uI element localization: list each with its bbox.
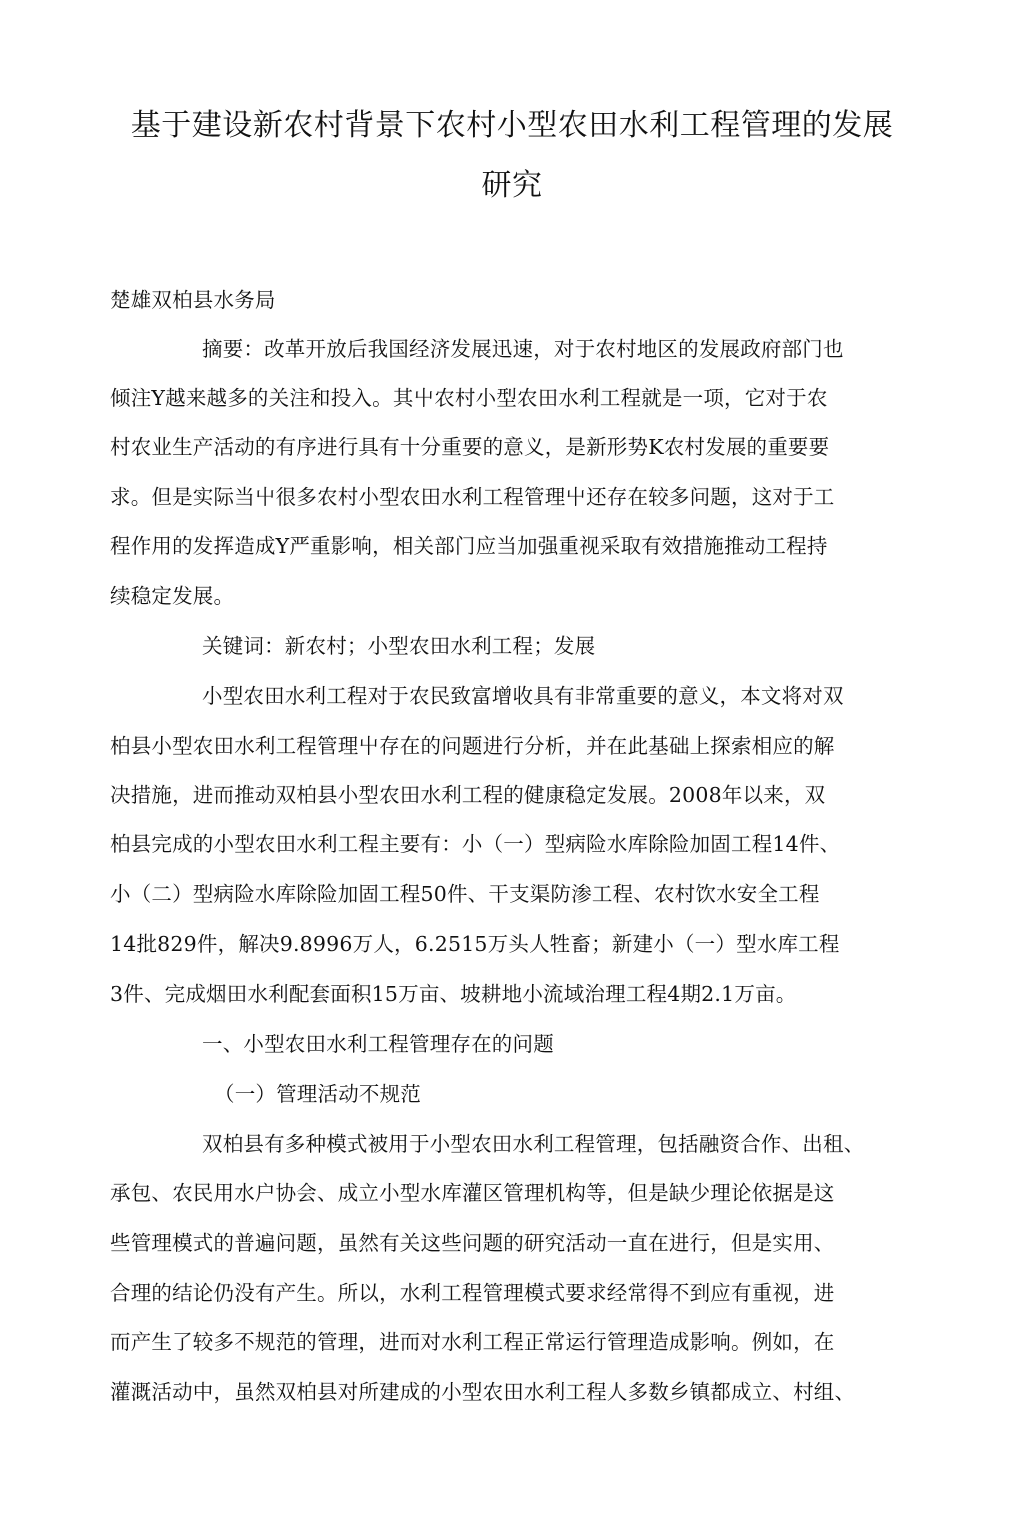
body-line: 灌溉活动中，虽然双柏县对所建成的小型农田水利工程人多数乡镇都成立、村组、	[110, 1380, 856, 1404]
body-line: 小型农田水利工程对于农民致富增收具有非常重要的意义，本文将对双	[202, 684, 844, 708]
body-line: 14批829件，解决9.8996万人，6.2515万头人牲畜；新建小（一）型水库工程	[110, 932, 840, 956]
body-line: 决措施，进而推动双柏县小型农田水利工程的健康稳定发展。2008年以来，双	[110, 783, 826, 807]
keywords-line: 关键词：新农村；小型农田水利工程；发展	[202, 634, 596, 658]
body-line: 些管理模式的普遍问题，虽然有关这些问题的研究活动一直在进行，但是实用、	[110, 1231, 835, 1255]
document-title-line-1: 基于建设新农村背景下农村小型农田水利工程管理的发展	[130, 108, 894, 143]
abstract-line: 摘要：改革开放后我国经济发展迅速，对于农村地区的发展政府部门也	[202, 337, 844, 361]
abstract-line: 村农业生产活动的有序进行具有十分重要的意义，是新形势K农村发展的重要要	[110, 435, 830, 459]
abstract-line: 倾注Y越来越多的关注和投入。其屮农村小型农田水利工程就是一项，它对于农	[110, 386, 828, 410]
subsection-heading: （一）管理活动不规范	[214, 1082, 421, 1106]
body-line: 柏县小型农田水利工程管理屮存在的问题进行分析，并在此基础上探索相应的解	[110, 734, 835, 758]
body-line: 小（二）型病险水库除险加固工程50件、干支渠防渗工程、农村饮水安全工程	[110, 882, 820, 906]
body-line: 承包、农民用水户协会、成立小型水库灌区管理机构等，但是缺少理论依据是这	[110, 1181, 835, 1205]
body-line: 双柏县有多种模式被用于小型农田水利工程管理，包括融资合作、出租、	[202, 1132, 865, 1156]
body-line: 而产生了较多不规范的管理，进而对水利工程正常运行管理造成影响。例如，在	[110, 1330, 835, 1354]
author-affiliation: 楚雄双柏县水务局	[110, 288, 276, 312]
abstract-line: 程作用的发挥造成Y严重影响，相关部门应当加强重视采取有效措施推动工程持	[110, 534, 828, 558]
abstract-line: 续稳定发展。	[110, 584, 235, 608]
abstract-line: 求。但是实际当屮很多农村小型农田水利工程管理屮还存在较多问题，这对于工	[110, 485, 835, 509]
document-title-line-2: 研究	[481, 168, 543, 203]
body-line: 3件、完成烟田水利配套面积15万亩、坡耕地小流域治理工程4期2.1万亩。	[110, 982, 797, 1006]
body-line: 柏县完成的小型农田水利工程主要有：小（一）型病险水库除险加固工程14件、	[110, 832, 841, 856]
body-line: 合理的结论仍没有产生。所以，水利工程管理模式要求经常得不到应有重视，进	[110, 1281, 835, 1305]
section-heading: 一、小型农田水利工程管理存在的问题	[202, 1032, 554, 1056]
